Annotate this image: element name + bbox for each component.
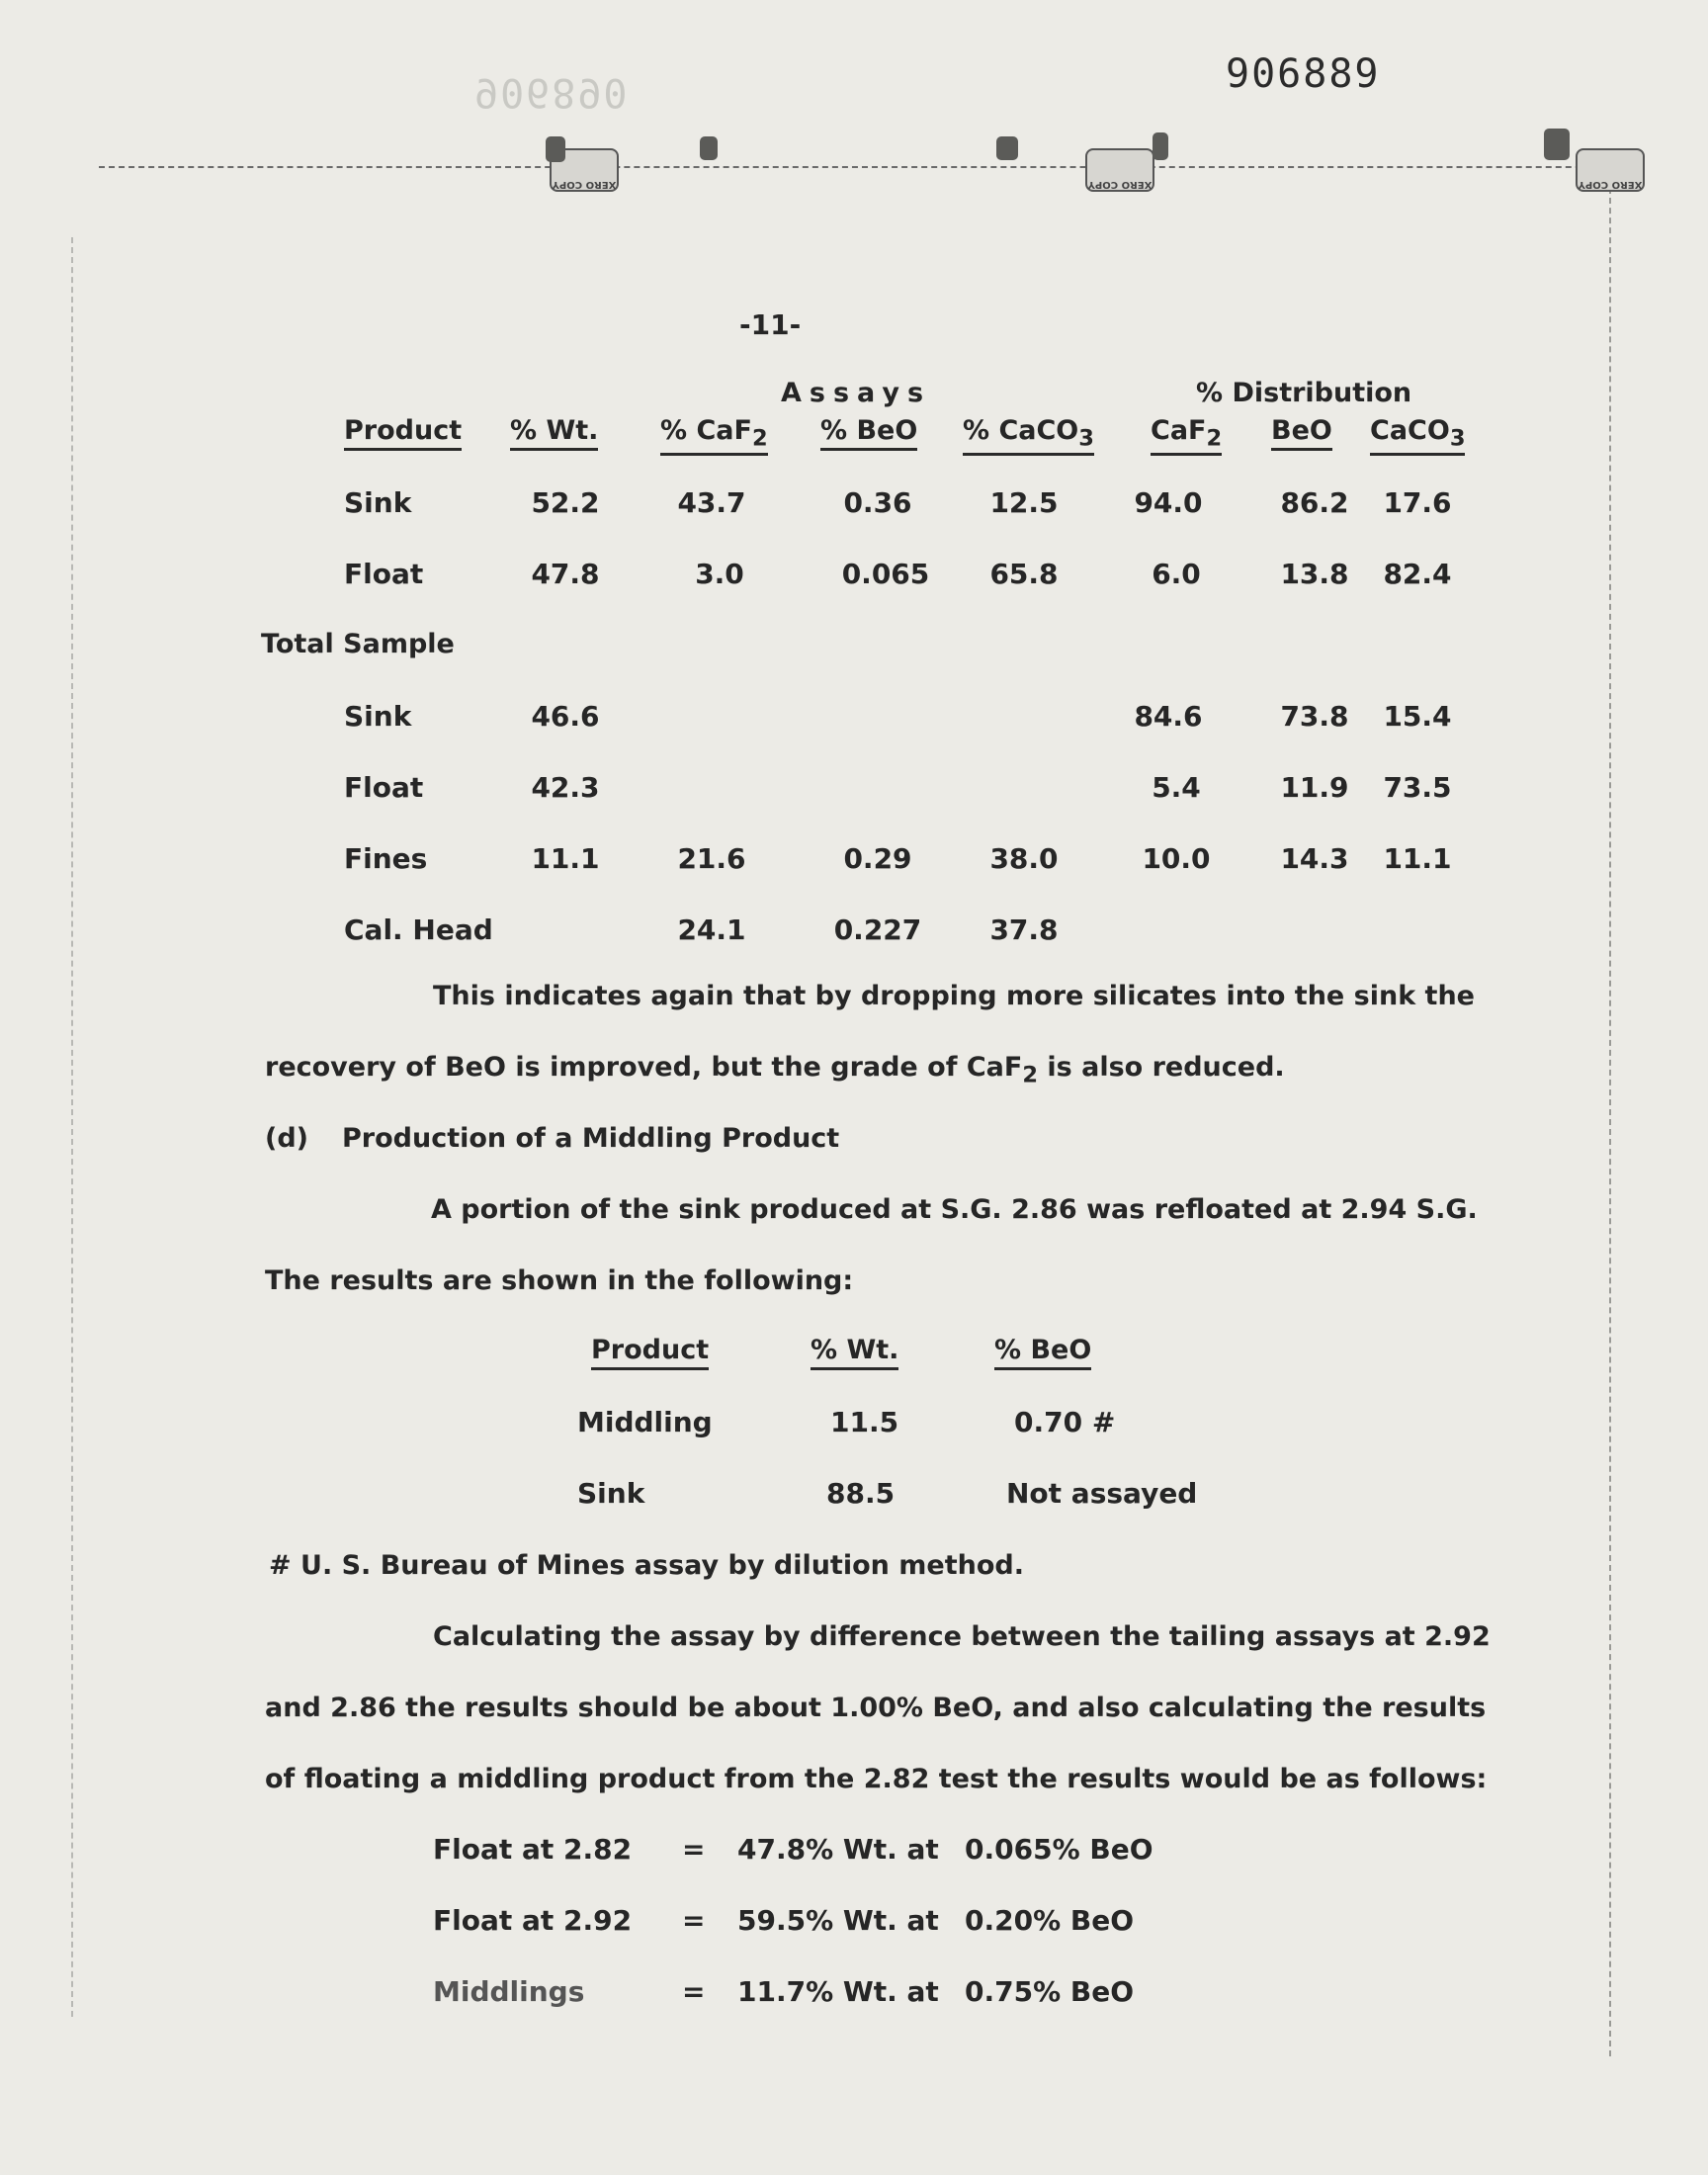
calc-label: Float at 2.92	[433, 1904, 633, 1937]
table-row-product: Fines	[344, 842, 428, 875]
table-cell: 6.0	[1152, 558, 1201, 590]
calc-equals: =	[682, 1833, 706, 1866]
xero-copy-tab: XERO COPY	[1085, 148, 1154, 192]
paragraph-text: recovery of BeO is improved, but the grade of CaF	[265, 1052, 1023, 1083]
col-header-dist-caf2: CaF$_2$	[1151, 415, 1222, 456]
table-cell: 14.3	[1280, 842, 1349, 875]
table-cell: 10.0	[1142, 842, 1211, 875]
calc-weight: 59.5% Wt. at	[737, 1904, 939, 1937]
table-row-product: Float	[344, 771, 424, 804]
table-cell: 46.6	[531, 700, 600, 733]
calc-equals: =	[682, 1975, 706, 2008]
table-row-product: Sink	[344, 486, 412, 519]
col-header-caco3: % CaCO$_3$	[963, 415, 1094, 456]
table-cell: 73.5	[1383, 771, 1452, 804]
binder-clip-mark	[1544, 129, 1570, 160]
table-cell: 73.8	[1280, 700, 1349, 733]
table-cell: 0.36	[843, 486, 912, 519]
table-row-product: Float	[344, 558, 424, 590]
table-cell: 12.5	[989, 486, 1059, 519]
ghost-document-number: 906890	[474, 69, 630, 115]
t2-header-beo: % BeO	[994, 1335, 1091, 1370]
paragraph-line: of floating a middling product from the 2.82 test the results would be as follows:	[265, 1764, 1488, 1794]
table-cell: 5.4	[1152, 771, 1201, 804]
table-row-product: Sink	[344, 700, 412, 733]
table-cell: 21.6	[677, 842, 746, 875]
total-sample-label: Total Sample	[261, 629, 455, 659]
table-cell: 94.0	[1134, 486, 1203, 519]
calc-label: Middlings	[433, 1975, 585, 2008]
right-edge-line	[1609, 178, 1611, 2056]
col-header-dist-caco3: CaCO$_3$	[1370, 415, 1465, 456]
table-cell: 11.1	[531, 842, 600, 875]
paragraph-line: This indicates again that by dropping more silicates into the sink the	[433, 981, 1475, 1011]
paragraph-line: A portion of the sink produced at S.G. 2.86 was refloated at 2.94 S.G.	[431, 1194, 1478, 1225]
section-label: (d)	[265, 1123, 309, 1154]
section-title: Production of a Middling Product	[342, 1123, 840, 1154]
paragraph-line: Calculating the assay by difference between the tailing assays at 2.92	[433, 1621, 1491, 1652]
col-header-caf2: % CaF$_2$	[660, 415, 768, 456]
table-cell: 0.065	[841, 558, 930, 590]
assays-header: Assays	[781, 378, 932, 408]
table-cell: Not assayed	[1006, 1477, 1198, 1510]
xero-copy-tab: XERO COPY	[550, 148, 619, 192]
footnote: # U. S. Bureau of Mines assay by dilution method.	[269, 1550, 1024, 1581]
binder-clip-mark	[1153, 132, 1168, 160]
table-cell: 84.6	[1134, 700, 1203, 733]
table-cell: 11.1	[1383, 842, 1452, 875]
table-row-product: Cal. Head	[344, 914, 493, 946]
calc-weight: 47.8% Wt. at	[737, 1833, 939, 1866]
page-number: -11-	[739, 308, 802, 341]
table-cell: 43.7	[677, 486, 746, 519]
col-header-product: Product	[344, 415, 462, 451]
left-edge-line	[71, 237, 73, 2017]
table-cell: 52.2	[531, 486, 600, 519]
table-row-product: Sink	[577, 1477, 645, 1510]
table-cell: 38.0	[989, 842, 1059, 875]
paragraph-text: is also reduced.	[1037, 1052, 1285, 1083]
binder-clip-mark	[546, 136, 565, 162]
calc-equals: =	[682, 1904, 706, 1937]
calc-beo: 0.20% BeO	[965, 1904, 1135, 1937]
table-cell: 11.9	[1280, 771, 1349, 804]
col-header-wt: % Wt.	[510, 415, 598, 451]
binder-clip-mark	[700, 136, 718, 160]
table-cell: 82.4	[1383, 558, 1452, 590]
xero-copy-tab: XERO COPY	[1576, 148, 1645, 192]
table-cell: 88.5	[826, 1477, 896, 1510]
t2-header-wt: % Wt.	[811, 1335, 898, 1370]
distribution-header: % Distribution	[1196, 378, 1412, 408]
paragraph-line: The results are shown in the following:	[265, 1265, 854, 1296]
table-cell: 37.8	[989, 914, 1059, 946]
table-row-product: Middling	[577, 1406, 713, 1438]
table-cell: 0.70 #	[1014, 1406, 1116, 1438]
binder-clip-mark	[996, 136, 1018, 160]
table-cell: 15.4	[1383, 700, 1452, 733]
calc-weight: 11.7% Wt. at	[737, 1975, 939, 2008]
paragraph-line: and 2.86 the results should be about 1.00% BeO, and also calculating the results	[265, 1693, 1487, 1723]
binder-line	[99, 166, 1641, 168]
table-cell: 86.2	[1280, 486, 1349, 519]
calc-beo: 0.75% BeO	[965, 1975, 1135, 2008]
calc-label: Float at 2.82	[433, 1833, 633, 1866]
subscript: 2	[1022, 1062, 1038, 1088]
table-cell: 11.5	[830, 1406, 899, 1438]
table-cell: 65.8	[989, 558, 1059, 590]
table-cell: 13.8	[1280, 558, 1349, 590]
document-number: 906889	[1226, 51, 1381, 97]
col-header-dist-beo: BeO	[1271, 415, 1332, 451]
table-cell: 42.3	[531, 771, 600, 804]
table-cell: 0.227	[833, 914, 922, 946]
table-cell: 3.0	[695, 558, 744, 590]
table-cell: 24.1	[677, 914, 746, 946]
paragraph-line	[265, 1052, 1285, 1088]
table-cell: 47.8	[531, 558, 600, 590]
col-header-beo: % BeO	[820, 415, 917, 451]
t2-header-product: Product	[591, 1335, 709, 1370]
table-cell: 17.6	[1383, 486, 1452, 519]
table-cell: 0.29	[843, 842, 912, 875]
calc-beo: 0.065% BeO	[965, 1833, 1153, 1866]
